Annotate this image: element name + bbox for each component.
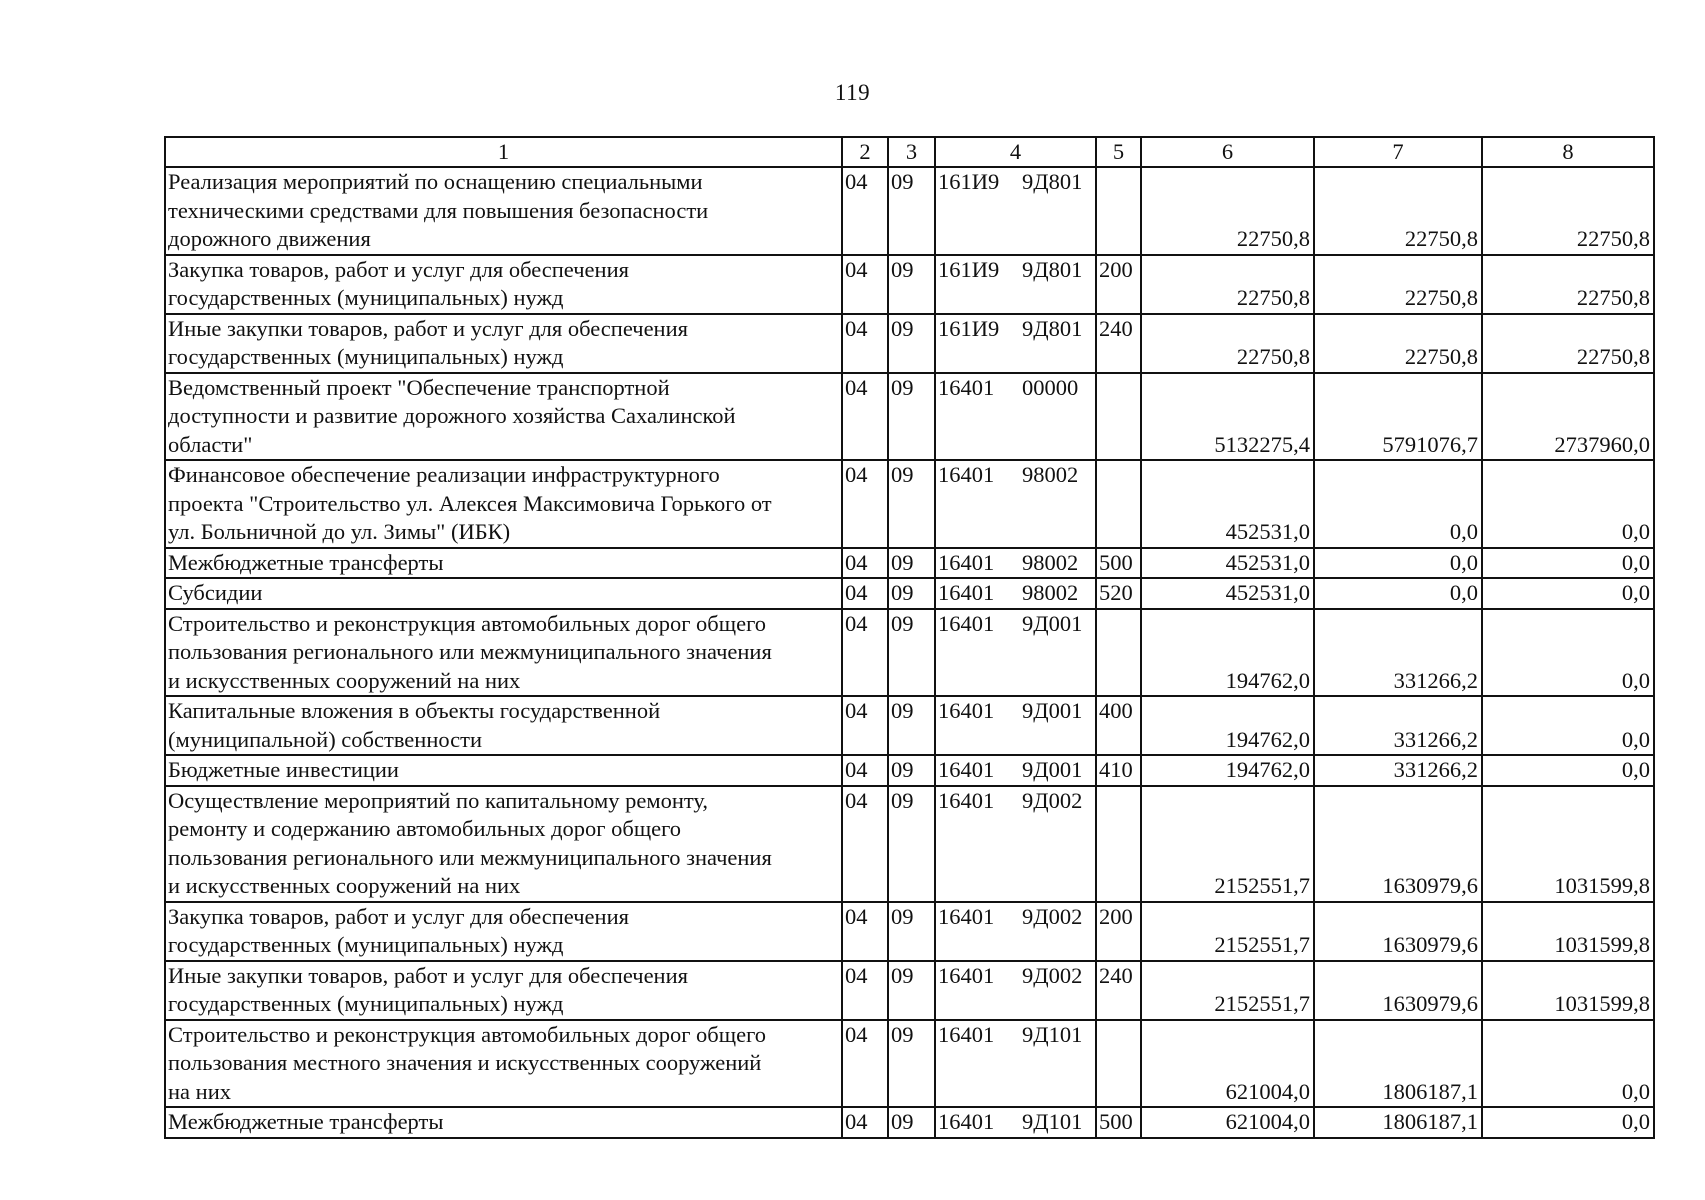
section-code: 04 [842, 255, 888, 314]
expense-type-code [1096, 1020, 1141, 1108]
target-article-direction: 9Д801 [1022, 256, 1083, 282]
section-code: 04 [842, 961, 888, 1020]
expense-type-code: 240 [1096, 314, 1141, 373]
amount-col-7: 331266,2 [1314, 609, 1482, 697]
amount-col-7: 1806187,1 [1314, 1107, 1482, 1138]
subsection-code: 09 [888, 1020, 935, 1108]
amount-col-8: 22750,8 [1482, 314, 1654, 373]
subsection-code: 09 [888, 755, 935, 786]
row-name-line: и искусственных сооружений на них [168, 667, 521, 693]
expense-type-code [1096, 609, 1141, 697]
amount-col-8: 0,0 [1482, 578, 1654, 609]
row-name [165, 786, 842, 902]
section-code: 04 [842, 548, 888, 579]
amount-col-8: 22750,8 [1482, 167, 1654, 255]
amount-col-6: 452531,0 [1141, 460, 1314, 548]
column-header: 2 [842, 137, 888, 167]
row-name-line: доступности и развитие дорожного хозяйства Сахалинской [168, 403, 736, 428]
row-name [165, 696, 842, 755]
amount-col-6: 452531,0 [1141, 578, 1314, 609]
table-row [165, 460, 1654, 548]
target-article-program: 16401 [938, 903, 995, 929]
target-article-direction: 9Д002 [1022, 787, 1083, 813]
amount-col-6: 621004,0 [1141, 1020, 1314, 1108]
amount-col-7: 22750,8 [1314, 314, 1482, 373]
amount-col-6: 5132275,4 [1141, 373, 1314, 461]
target-article-program: 16401 [938, 1021, 995, 1047]
amount-col-8: 22750,8 [1482, 255, 1654, 314]
section-code: 04 [842, 314, 888, 373]
column-header: 4 [935, 137, 1096, 167]
target-article-code [935, 373, 1096, 461]
target-article-program: 16401 [938, 962, 995, 988]
column-header: 6 [1141, 137, 1314, 167]
row-name-line: дорожного движения [168, 226, 371, 251]
amount-col-7: 0,0 [1314, 548, 1482, 579]
row-name [165, 167, 842, 255]
subsection-code: 09 [888, 786, 935, 902]
section-code: 04 [842, 578, 888, 609]
amount-col-6: 22750,8 [1141, 255, 1314, 314]
subsection-code: 09 [888, 548, 935, 579]
target-article-direction: 00000 [1022, 374, 1079, 400]
table-row [165, 961, 1654, 1020]
row-name [165, 578, 842, 609]
amount-col-6: 22750,8 [1141, 314, 1314, 373]
target-article-program: 16401 [938, 698, 995, 723]
row-name-line: на них [168, 1078, 231, 1104]
target-article-code [935, 1020, 1096, 1108]
section-code: 04 [842, 167, 888, 255]
amount-col-6: 452531,0 [1141, 548, 1314, 579]
row-name-line: Межбюджетные трансферты [168, 1109, 444, 1134]
section-code: 04 [842, 460, 888, 548]
amount-col-6: 22750,8 [1141, 167, 1314, 255]
amount-col-8: 1031599,8 [1482, 902, 1654, 961]
amount-col-7: 5791076,7 [1314, 373, 1482, 461]
amount-col-7: 1630979,6 [1314, 786, 1482, 902]
target-article-direction: 9Д001 [1022, 698, 1083, 723]
target-article-code [935, 902, 1096, 961]
subsection-code: 09 [888, 373, 935, 461]
row-name-line: Иные закупки товаров, работ и услуг для обеспечения [168, 962, 688, 988]
amount-col-6: 2152551,7 [1141, 961, 1314, 1020]
row-name-line: Ведомственный проект "Обеспечение транспортной [168, 374, 670, 400]
amount-col-8: 1031599,8 [1482, 786, 1654, 902]
budget-table [164, 136, 1655, 1139]
target-article-program: 16401 [938, 1109, 995, 1134]
expense-type-code [1096, 373, 1141, 461]
target-article-code [935, 696, 1096, 755]
amount-col-8: 2737960,0 [1482, 373, 1654, 461]
amount-col-6: 2152551,7 [1141, 902, 1314, 961]
row-name-line: Межбюджетные трансферты [168, 549, 444, 575]
row-name-line: проекта "Строительство ул. Алексея Максимовича Горького от [168, 490, 772, 516]
row-name-line: Осуществление мероприятий по капитальному ремонту, [168, 787, 709, 813]
target-article-code [935, 961, 1096, 1020]
page-number: 119 [834, 80, 871, 105]
amount-col-7: 1630979,6 [1314, 902, 1482, 961]
amount-col-8: 0,0 [1482, 460, 1654, 548]
row-name-line: и искусственных сооружений на них [168, 873, 521, 898]
target-article-code [935, 1107, 1096, 1138]
amount-col-8: 0,0 [1482, 755, 1654, 786]
amount-col-7: 1630979,6 [1314, 961, 1482, 1020]
amount-col-8: 0,0 [1482, 696, 1654, 755]
target-article-direction: 9Д002 [1022, 962, 1083, 988]
section-code: 04 [842, 755, 888, 786]
amount-col-7: 22750,8 [1314, 255, 1482, 314]
amount-col-6: 194762,0 [1141, 609, 1314, 697]
row-name [165, 373, 842, 461]
amount-col-8: 0,0 [1482, 1107, 1654, 1138]
row-name-line: Закупка товаров, работ и услуг для обеспечения [168, 903, 629, 929]
amount-col-6: 621004,0 [1141, 1107, 1314, 1138]
row-name-line: пользования регионального или межмуниципального значения [168, 844, 772, 870]
amount-col-8: 0,0 [1482, 1020, 1654, 1108]
table-row [165, 314, 1654, 373]
expense-type-code: 410 [1096, 755, 1141, 786]
amount-col-7: 22750,8 [1314, 167, 1482, 255]
row-name [165, 609, 842, 697]
target-article-program: 16401 [938, 549, 995, 575]
target-article-direction: 9Д801 [1022, 315, 1083, 341]
target-article-direction: 9Д001 [1022, 610, 1083, 636]
row-name-line: Реализация мероприятий по оснащению специальными [168, 169, 703, 194]
row-name-line: ремонту и содержанию автомобильных дорог общего [168, 816, 682, 841]
row-name [165, 961, 842, 1020]
target-article-program: 16401 [938, 610, 995, 636]
target-article-code [935, 167, 1096, 255]
amount-col-7: 0,0 [1314, 578, 1482, 609]
row-name [165, 460, 842, 548]
expense-type-code: 520 [1096, 578, 1141, 609]
section-code: 04 [842, 609, 888, 697]
amount-col-7: 331266,2 [1314, 755, 1482, 786]
row-name-line: Финансовое обеспечение реализации инфраструктурного [168, 462, 720, 487]
table-row [165, 1020, 1654, 1108]
target-article-program: 161И9 [938, 315, 1000, 341]
section-code: 04 [842, 373, 888, 461]
table-row [165, 696, 1654, 755]
target-article-direction: 9Д101 [1022, 1109, 1083, 1134]
amount-col-6: 194762,0 [1141, 755, 1314, 786]
expense-type-code [1096, 460, 1141, 548]
table-row [165, 373, 1654, 461]
target-article-code [935, 578, 1096, 609]
column-header: 5 [1096, 137, 1141, 167]
row-name-line: (муниципальной) собственности [168, 726, 483, 752]
target-article-program: 161И9 [938, 169, 1000, 194]
table-row [165, 755, 1654, 786]
header-row [165, 137, 1654, 167]
target-article-program: 16401 [938, 787, 995, 813]
row-name-line: государственных (муниципальных) нужд [168, 991, 564, 1016]
subsection-code: 09 [888, 255, 935, 314]
expense-type-code: 500 [1096, 548, 1141, 579]
target-article-direction: 9Д101 [1022, 1021, 1083, 1047]
amount-col-6: 2152551,7 [1141, 786, 1314, 902]
target-article-program: 161И9 [938, 256, 1000, 282]
column-header: 3 [888, 137, 935, 167]
section-code: 04 [842, 696, 888, 755]
expense-type-code [1096, 167, 1141, 255]
table-row [165, 255, 1654, 314]
subsection-code: 09 [888, 460, 935, 548]
row-name-line: Иные закупки товаров, работ и услуг для обеспечения [168, 315, 688, 341]
row-name-line: государственных (муниципальных) нужд [168, 285, 564, 310]
row-name [165, 1107, 842, 1138]
row-name-line: государственных (муниципальных) нужд [168, 344, 564, 369]
row-name-line: государственных (муниципальных) нужд [168, 932, 564, 957]
target-article-code [935, 548, 1096, 579]
expense-type-code: 400 [1096, 696, 1141, 755]
table-row [165, 167, 1654, 255]
subsection-code: 09 [888, 1107, 935, 1138]
column-header: 1 [165, 137, 842, 167]
amount-col-7: 1806187,1 [1314, 1020, 1482, 1108]
row-name-line: Бюджетные инвестиции [168, 757, 399, 782]
row-name [165, 755, 842, 786]
expense-type-code: 200 [1096, 902, 1141, 961]
row-name-line: пользования регионального или межмуниципального значения [168, 639, 772, 664]
table-body [165, 167, 1654, 1138]
row-name-line: области" [168, 431, 253, 457]
subsection-code: 09 [888, 167, 935, 255]
row-name [165, 548, 842, 579]
table-row [165, 609, 1654, 697]
table-row [165, 902, 1654, 961]
table-row [165, 1107, 1654, 1138]
target-article-code [935, 460, 1096, 548]
expense-type-code: 500 [1096, 1107, 1141, 1138]
section-code: 04 [842, 1020, 888, 1108]
section-code: 04 [842, 1107, 888, 1138]
amount-col-8: 1031599,8 [1482, 961, 1654, 1020]
column-header: 8 [1482, 137, 1654, 167]
row-name-line: ул. Больничной до ул. Зимы" (ИБК) [168, 519, 511, 544]
row-name-line: Строительство и реконструкция автомобильных дорог общего [168, 610, 766, 636]
amount-col-6: 194762,0 [1141, 696, 1314, 755]
target-article-program: 16401 [938, 757, 995, 782]
table-row [165, 548, 1654, 579]
row-name-line: Строительство и реконструкция автомобильных дорог общего [168, 1021, 766, 1047]
amount-col-7: 331266,2 [1314, 696, 1482, 755]
table-row [165, 786, 1654, 902]
expense-type-code: 240 [1096, 961, 1141, 1020]
subsection-code: 09 [888, 314, 935, 373]
target-article-code [935, 786, 1096, 902]
target-article-direction: 98002 [1022, 549, 1079, 575]
subsection-code: 09 [888, 902, 935, 961]
target-article-direction: 9Д801 [1022, 169, 1083, 194]
amount-col-7: 0,0 [1314, 460, 1482, 548]
subsection-code: 09 [888, 961, 935, 1020]
column-header: 7 [1314, 137, 1482, 167]
section-code: 04 [842, 902, 888, 961]
target-article-direction: 98002 [1022, 580, 1079, 605]
target-article-code [935, 609, 1096, 697]
subsection-code: 09 [888, 578, 935, 609]
target-article-program: 16401 [938, 374, 995, 400]
amount-col-8: 0,0 [1482, 548, 1654, 579]
target-article-program: 16401 [938, 462, 995, 487]
subsection-code: 09 [888, 696, 935, 755]
target-article-direction: 98002 [1022, 462, 1079, 487]
row-name-line: Капитальные вложения в объекты государственной [168, 698, 661, 723]
subsection-code: 09 [888, 609, 935, 697]
expense-type-code: 200 [1096, 255, 1141, 314]
row-name-line: пользования местного значения и искусственных сооружений [168, 1050, 762, 1075]
row-name-line: Субсидии [168, 580, 263, 605]
table-row [165, 578, 1654, 609]
target-article-direction: 9Д001 [1022, 757, 1083, 782]
row-name [165, 902, 842, 961]
row-name [165, 314, 842, 373]
row-name-line: Закупка товаров, работ и услуг для обеспечения [168, 256, 629, 282]
expense-type-code [1096, 786, 1141, 902]
target-article-code [935, 314, 1096, 373]
target-article-program: 16401 [938, 580, 995, 605]
target-article-code [935, 255, 1096, 314]
target-article-code [935, 755, 1096, 786]
row-name [165, 255, 842, 314]
amount-col-8: 0,0 [1482, 609, 1654, 697]
section-code: 04 [842, 786, 888, 902]
target-article-direction: 9Д002 [1022, 903, 1083, 929]
row-name-line: техническими средствами для повышения безопасности [168, 197, 709, 223]
row-name [165, 1020, 842, 1108]
